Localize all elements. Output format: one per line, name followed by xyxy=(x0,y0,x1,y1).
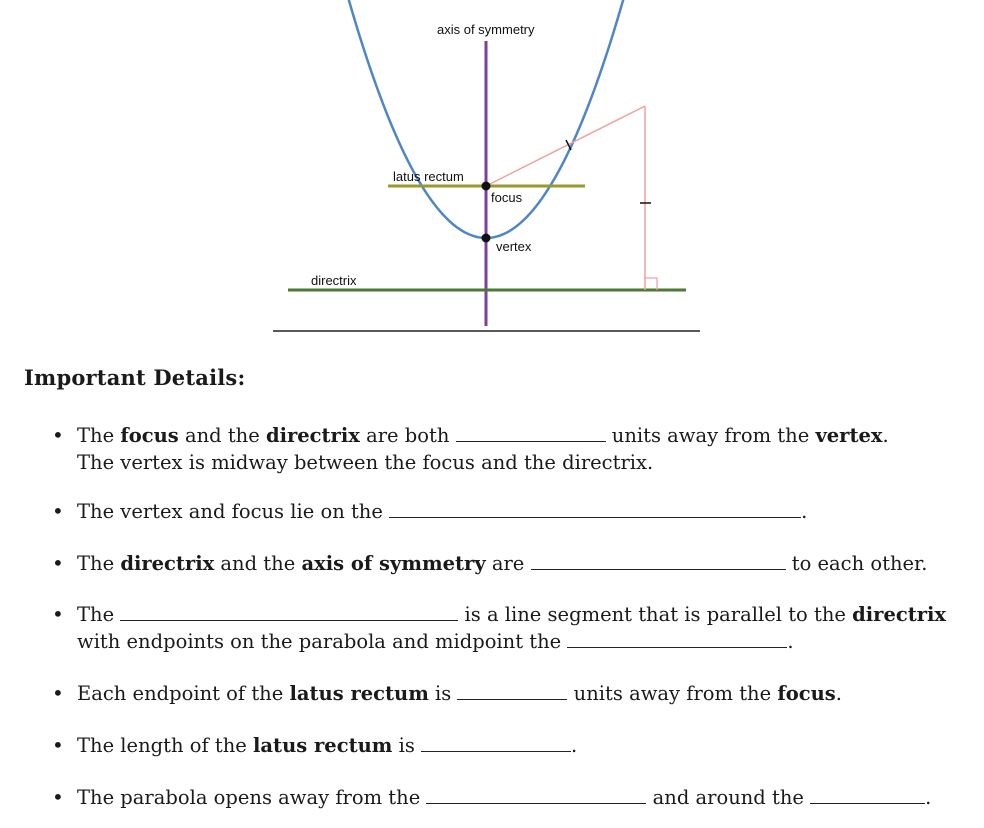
detail-item-4 xyxy=(50,601,976,655)
keyword: vertex xyxy=(815,424,883,447)
fill-in-blank[interactable] xyxy=(531,553,786,570)
text: . xyxy=(571,734,578,757)
text: with endpoints on the parabola and midpoint the xyxy=(77,630,568,653)
keyword: latus rectum xyxy=(253,734,393,757)
text: and around the xyxy=(646,786,811,809)
detail-item-7 xyxy=(50,784,976,811)
parabola-diagram xyxy=(0,0,984,345)
keyword: latus rectum xyxy=(289,682,429,705)
keyword: directrix xyxy=(852,603,947,626)
detail-item-6 xyxy=(50,732,976,759)
vertex-point xyxy=(482,234,491,243)
latus-rectum-label: latus rectum xyxy=(393,169,464,184)
text: The xyxy=(77,552,121,575)
fill-in-blank[interactable] xyxy=(389,501,801,518)
keyword: focus xyxy=(777,682,836,705)
text: units away from the xyxy=(605,424,816,447)
right-angle-marker xyxy=(645,278,657,290)
text: are xyxy=(485,552,531,575)
text: . xyxy=(835,682,842,705)
keyword: axis of symmetry xyxy=(301,552,486,575)
focus-to-point-line xyxy=(486,106,645,186)
text: The length of the xyxy=(77,734,254,757)
detail-item-2 xyxy=(50,498,976,525)
fill-in-blank[interactable] xyxy=(421,735,571,752)
text: The xyxy=(77,603,121,626)
text: . xyxy=(787,630,794,653)
detail-item-5 xyxy=(50,680,976,707)
focus-label: focus xyxy=(491,190,523,205)
axis-of-symmetry-label: axis of symmetry xyxy=(437,22,535,37)
text: to each other. xyxy=(785,552,928,575)
fill-in-blank[interactable] xyxy=(810,787,925,804)
fill-in-blank[interactable] xyxy=(120,604,458,621)
fill-in-blank[interactable] xyxy=(426,787,646,804)
text: The xyxy=(77,424,121,447)
fill-in-blank[interactable] xyxy=(456,425,606,442)
keyword: focus xyxy=(120,424,179,447)
details-list xyxy=(50,422,976,811)
text: are both xyxy=(359,424,456,447)
text: units away from the xyxy=(567,682,778,705)
text: is a line segment that is parallel to the xyxy=(458,603,853,626)
text: and the xyxy=(178,424,266,447)
detail-item-3 xyxy=(50,550,976,577)
detail-item-1 xyxy=(50,422,976,476)
section-heading: Important Details: xyxy=(24,365,246,390)
vertex-label: vertex xyxy=(496,239,532,254)
text: . xyxy=(801,500,808,523)
text: . xyxy=(882,424,889,447)
text: Each endpoint of the xyxy=(77,682,290,705)
text: The vertex is midway between the focus and the directrix. xyxy=(77,451,654,474)
directrix-label: directrix xyxy=(311,273,357,288)
text: . xyxy=(925,786,932,809)
text: The parabola opens away from the xyxy=(77,786,427,809)
text: and the xyxy=(214,552,302,575)
keyword: directrix xyxy=(265,424,360,447)
text: is xyxy=(428,682,458,705)
focus-point xyxy=(482,182,491,191)
fill-in-blank[interactable] xyxy=(457,683,567,700)
fill-in-blank[interactable] xyxy=(567,631,787,648)
keyword: directrix xyxy=(120,552,215,575)
text: is xyxy=(392,734,422,757)
text: The vertex and focus lie on the xyxy=(77,500,390,523)
